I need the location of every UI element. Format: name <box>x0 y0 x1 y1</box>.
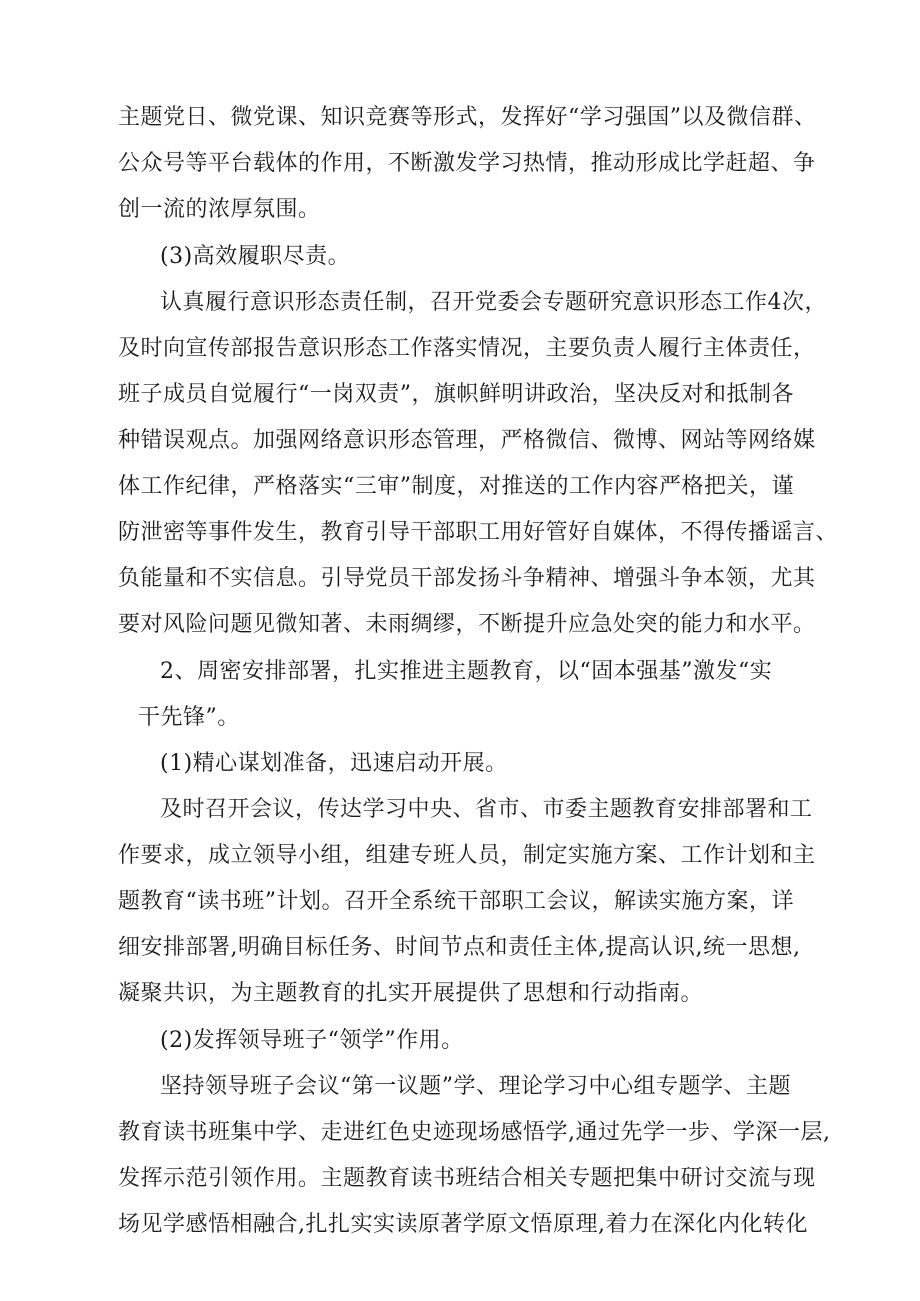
text-line: 班子成员自觉履行“一岗双责”，旗帜鲜明讲政治，坚决反对和抵制各 <box>118 382 794 407</box>
text-line: 及时召开会议，传达学习中央、省市、市委主题教育安排部署和工 <box>160 797 813 822</box>
text-line: 防泄密等事件发生，教育引导干部职工用好管好自媒体，不得传播谣言、 <box>118 520 839 545</box>
text-line: 题教育“读书班”计划。召开全系统干部职工会议，解读实施方案，详 <box>118 889 794 914</box>
text-line: 种错误观点。加强网络意识形态管理，严格微信、微博、网站等网络媒 <box>118 428 816 453</box>
text-line: 主题党日、微党课、知识竞赛等形式，发挥好“学习强国”以及微信群、 <box>118 105 817 130</box>
text-line: 作要求，成立领导小组，组建专班人员，制定实施方案、工作计划和主 <box>118 843 816 868</box>
text-line: 要对风险问题见微知著、未雨绸缪，不断提升应急处突的能力和水平。 <box>118 612 816 637</box>
text-line: 及时向宣传部报告意识形态工作落实情况，主要负责人履行主体责任， <box>118 336 816 361</box>
text-line: 细安排部署,明确目标任务、时间节点和责任主体,提高认识,统一思想, <box>118 935 801 960</box>
text-line: 发挥示范引领作用。主题教育读书班结合相关专题把集中研讨交流与现 <box>118 1166 816 1191</box>
text-line: 公众号等平台载体的作用，不断激发学习热情，推动形成比学赶超、争 <box>118 151 816 176</box>
section-heading: (1)精心谋划准备，迅速启动开展。 <box>160 751 508 776</box>
text-line: 场见学感悟相融合,扎扎实实读原著学原文悟原理,着力在深化内化转化 <box>118 1212 808 1237</box>
section-heading: 2、周密安排部署，扎实推进主题教育，以“固本强基”激发“实 <box>160 659 773 684</box>
text-line: 凝聚共识，为主题教育的扎实开展提供了思想和行动指南。 <box>118 981 704 1006</box>
section-heading-continued: 干先锋”。 <box>138 705 240 730</box>
text-line: 创一流的浓厚氛围。 <box>118 197 321 222</box>
text-line: 坚持领导班子会议“第一议题”学、理论学习中心组专题学、主题 <box>160 1074 791 1099</box>
text-line: 负能量和不实信息。引导党员干部发扬斗争精神、增强斗争本领，尤其 <box>118 566 816 591</box>
text-line: 认真履行意识形态责任制，召开党委会专题研究意识形态工作4次， <box>160 290 827 315</box>
section-heading: (3)高效履职尽责。 <box>160 244 351 269</box>
text-line: 教育读书班集中学、走进红色史迹现场感悟学,通过先学一步、学深一层, <box>118 1120 831 1145</box>
section-heading: (2)发挥领导班子“领学”作用。 <box>160 1028 464 1053</box>
text-line: 体工作纪律，严格落实“三审”制度，对推送的工作内容严格把关，谨 <box>118 474 794 499</box>
